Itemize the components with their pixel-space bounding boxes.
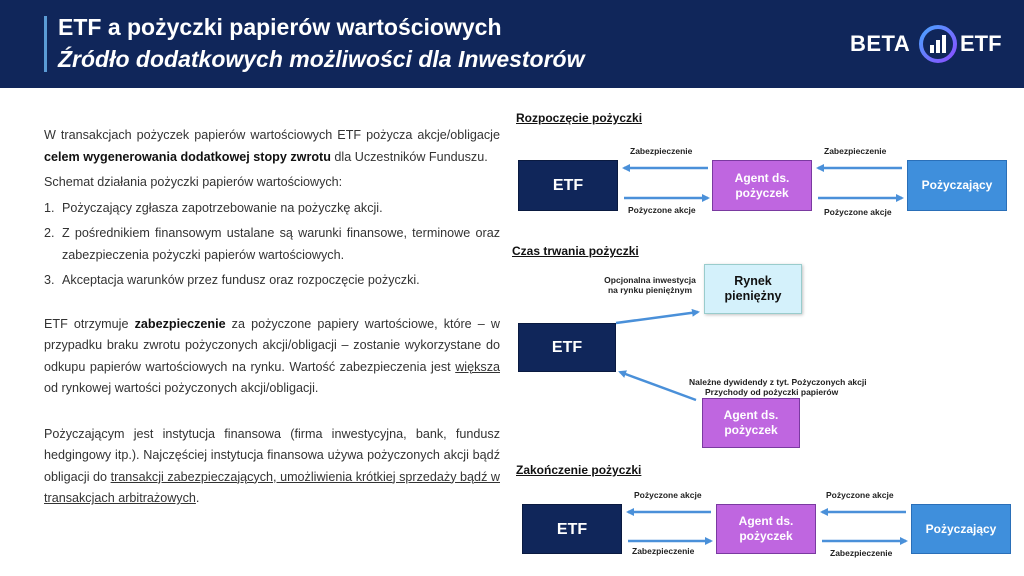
diagram3-label-bottom-right: Zabezpieczenie xyxy=(830,548,893,558)
paragraph-collateral: ETF otrzymuje zabezpieczenie za pożyczone papiery wartościowe, które – w przypadku braku zwrotu pożyczonych akcji/obligacji – zostanie wykorzystane do odkupu papierów wartościowych na rynku. Wartość zabezpieczenia jest większa od rynkowej wartości pożyczonych akcji/obligacji. xyxy=(44,316,500,395)
diagram3-label-top-left: Pożyczone akcje xyxy=(634,490,702,500)
list-item: 1. Pożyczający zgłasza zapotrzebowanie na pożyczkę akcji. xyxy=(44,200,383,215)
diagram3-borrower-box: Pożyczający xyxy=(911,504,1011,554)
diagram2-label-dividends-1: Należne dywidendy z tyt. Pożyczonych akcji xyxy=(689,377,867,387)
logo-text-left: BETA xyxy=(850,31,911,56)
diagram3-etf-box: ETF xyxy=(522,504,622,554)
diagram1-agent-box: Agent ds. pożyczek xyxy=(712,160,812,211)
page-subtitle: Źródło dodatkowych możliwości dla Inwestorów xyxy=(58,46,585,72)
diagram1-title: Rozpoczęcie pożyczki xyxy=(516,111,643,125)
diagram3-agent-box: Agent ds. pożyczek xyxy=(716,504,816,554)
list-item: 3. Akceptacja warunków przez fundusz oraz rozpoczęcie pożyczki. xyxy=(44,273,420,287)
diagram1-etf-box: ETF xyxy=(518,160,618,211)
diagram2-label-dividends-2: Przychody od pożyczki papierów xyxy=(705,387,839,397)
paragraph-scheme: Schemat działania pożyczki papierów wartościowych: xyxy=(44,175,343,189)
diagram3-label-top-right: Pożyczone akcje xyxy=(826,490,894,500)
paragraph-intro: W transakcjach pożyczek papierów wartościowych ETF pożycza akcje/obligacje celem wygenerowania dodatkowej stopy zwrotu dla Uczestników Funduszu. xyxy=(44,128,500,164)
diagram1-label-bottom-left: Pożyczone akcje xyxy=(628,205,696,215)
arrow-agent-to-etf xyxy=(620,372,696,400)
diagram1-label-top-right: Zabezpieczenie xyxy=(824,146,887,156)
page-title: ETF a pożyczki papierów wartościowych xyxy=(58,14,502,40)
diagram2-title: Czas trwania pożyczki xyxy=(512,244,639,258)
diagram3-label-bottom-left: Zabezpieczenie xyxy=(632,546,695,556)
diagram2-market-box: Rynek pieniężny xyxy=(704,264,802,314)
diagram2-agent-box: Agent ds. pożyczek xyxy=(702,398,800,448)
paragraph-borrower: Pożyczającym jest instytucja finansowa (firma inwestycyjna, bank, fundusz hedgingowy itp.). Najczęściej instytucja finansowa używa pożyczonych akcji bądź obligacji do transakcji zabezpieczających, umożliwienia krótkiej sprzedaży bądź w transakcjach arbitrażowych. xyxy=(44,426,500,505)
diagram2-label-investment: Opcjonalna inwestycja na rynku pieniężnym xyxy=(604,275,696,295)
arrow-etf-to-market xyxy=(616,312,698,323)
diagram1-borrower-box: Pożyczający xyxy=(907,160,1007,211)
diagram2-etf-box: ETF xyxy=(518,323,616,372)
diagram1-label-bottom-right: Pożyczone akcje xyxy=(824,207,892,217)
diagram1-label-top-left: Zabezpieczenie xyxy=(630,146,693,156)
list-item: 2. Z pośrednikiem finansowym ustalane są warunki finansowe, terminowe oraz zabezpieczenia pożyczki papierów wartościowych. xyxy=(44,226,500,262)
logo-text-right: ETF xyxy=(960,31,1002,56)
diagram3-title: Zakończenie pożyczki xyxy=(516,463,642,477)
